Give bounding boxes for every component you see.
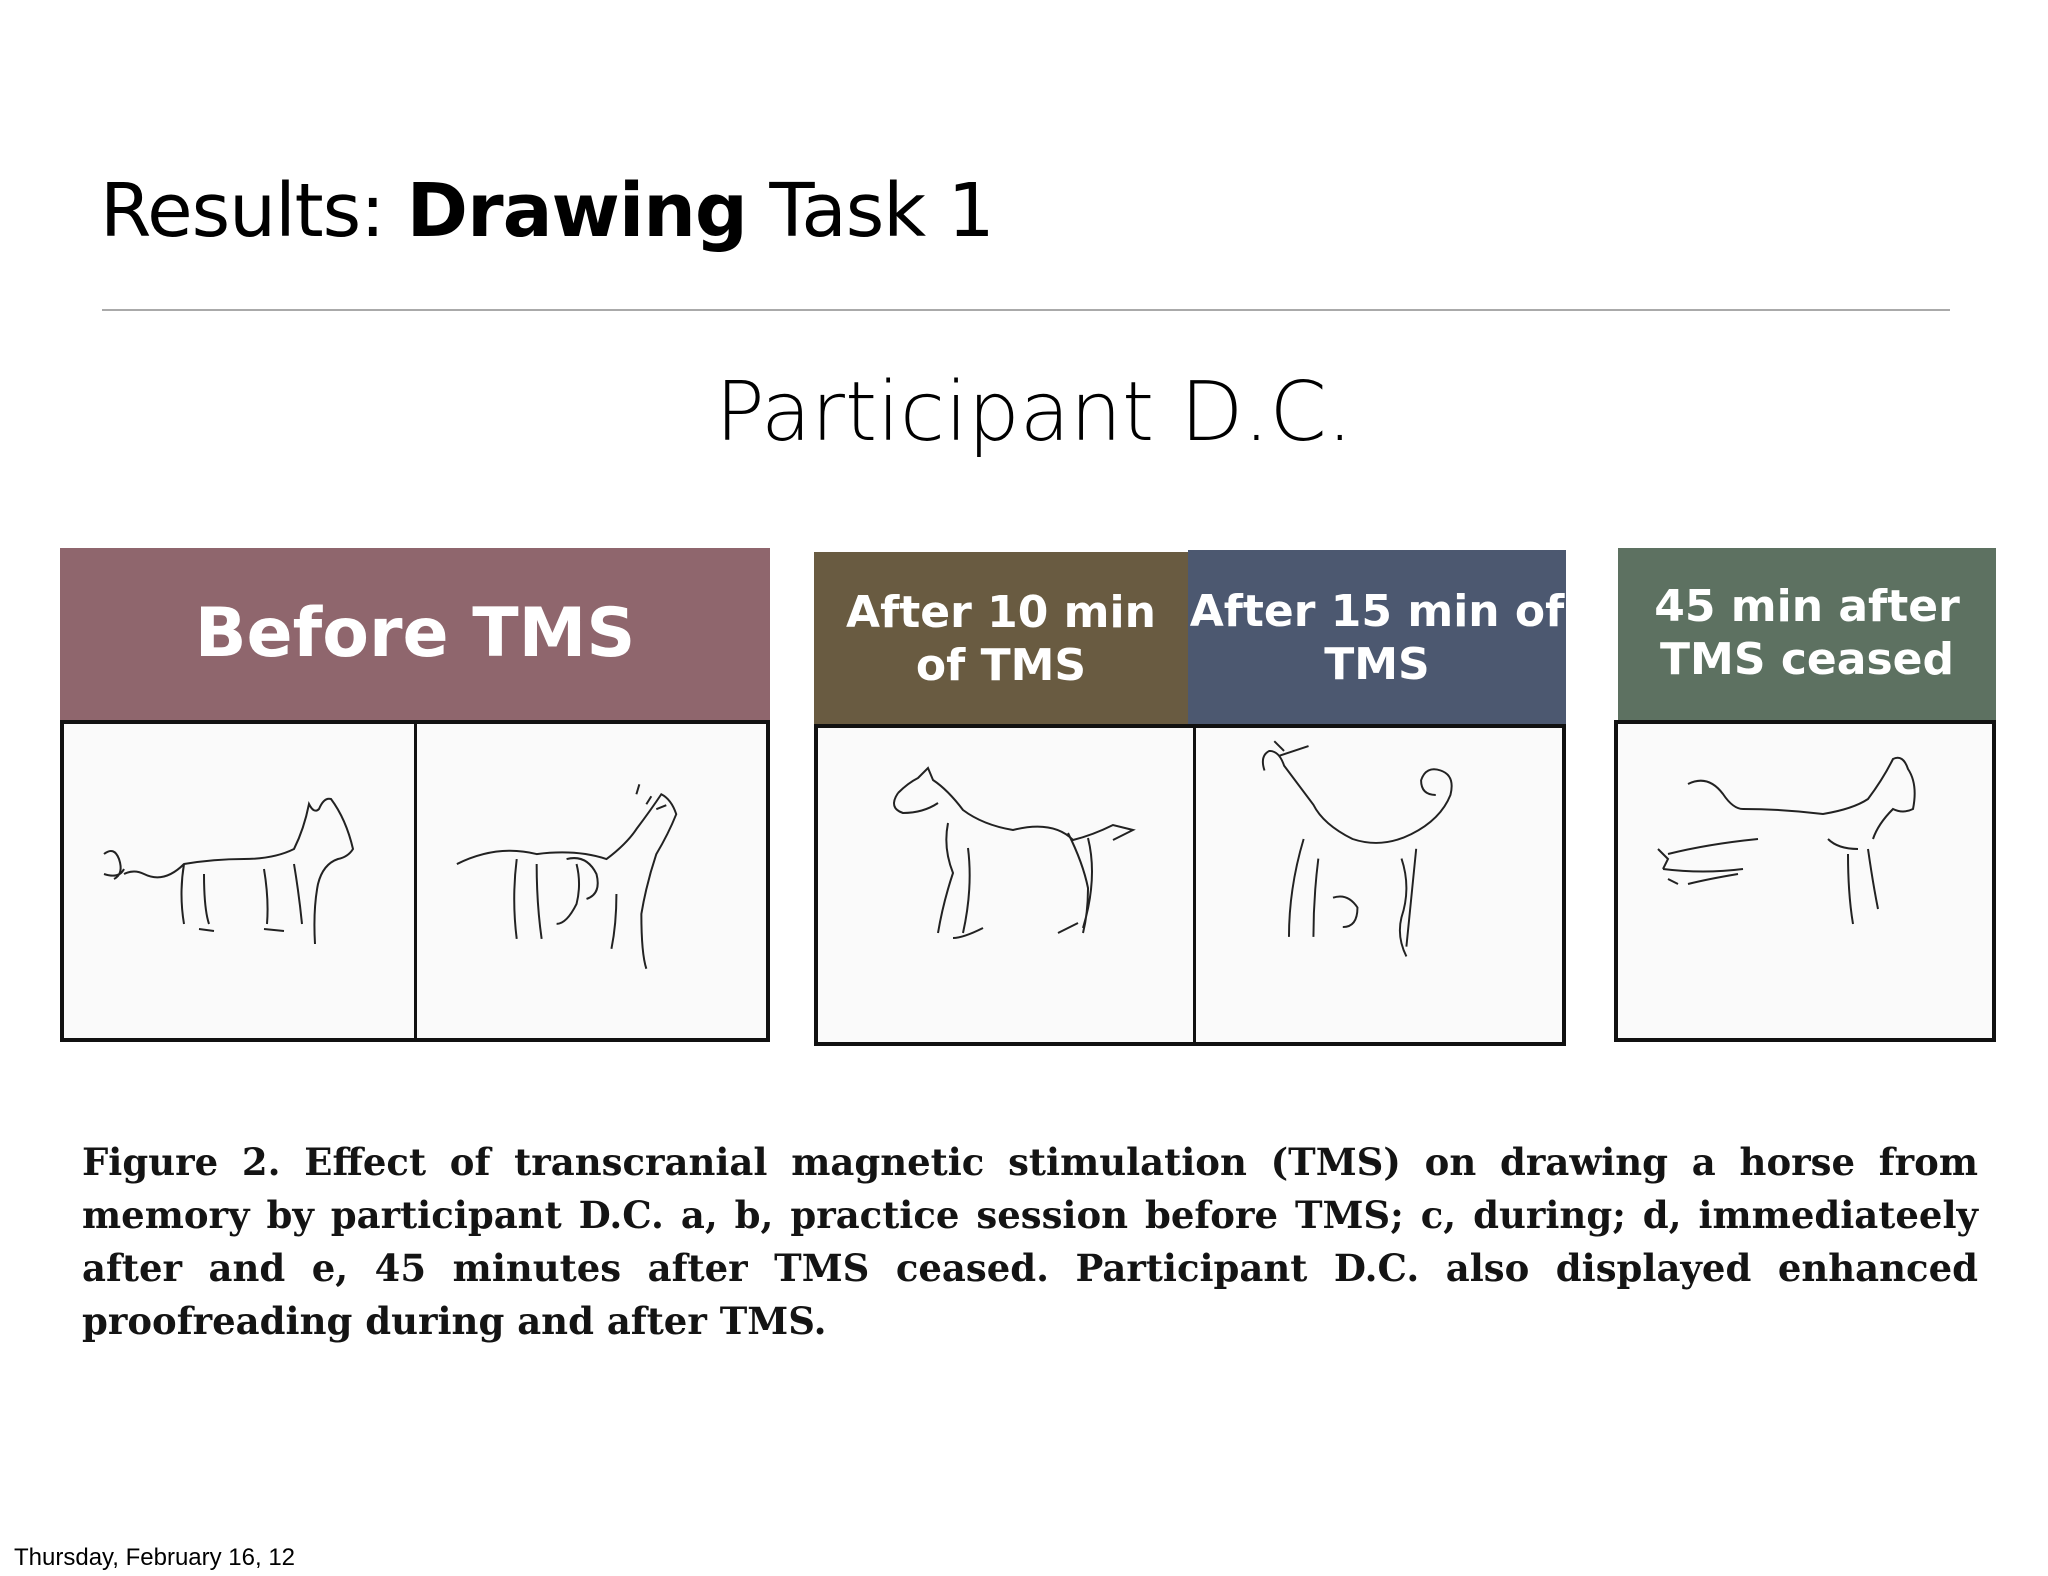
drawing-panel-after-tms: [1614, 720, 1996, 1042]
header-after-10-min: After 10 min of TMS: [814, 552, 1188, 728]
drawing-d: [1196, 728, 1562, 1042]
figure-caption: Figure 2. Effect of transcranial magnetic stimulation (TMS) on drawing a horse from memory by participant D.C. a, b, practice session before TMS; c, during; d, immediateely after and e, 45 minutes after TMS ceased. Participant D.C. also displayed enhanced proofreading during and after TMS.: [82, 1140, 1978, 1343]
participant-subtitle: Participant D.C.: [715, 365, 1353, 460]
header-before-tms: Before TMS: [60, 548, 770, 720]
drawing-panel-before: [60, 720, 770, 1042]
drawing-e: [1618, 724, 1992, 1038]
title-part2: Task 1: [746, 168, 994, 254]
drawing-panel-during-tms: [814, 724, 1566, 1046]
drawing-b: [417, 724, 766, 1038]
title-bold: Drawing: [406, 168, 747, 254]
slide-title: [100, 168, 994, 254]
header-45-min-after: 45 min after TMS ceased: [1618, 548, 1996, 720]
drawing-a: [64, 724, 414, 1038]
drawing-c: [818, 728, 1193, 1042]
header-after-15-min: After 15 min of TMS: [1188, 550, 1566, 728]
slide-date: Thursday, February 16, 12: [14, 1544, 296, 1571]
title-part1: Results:: [100, 168, 407, 254]
title-divider: [102, 309, 1950, 311]
